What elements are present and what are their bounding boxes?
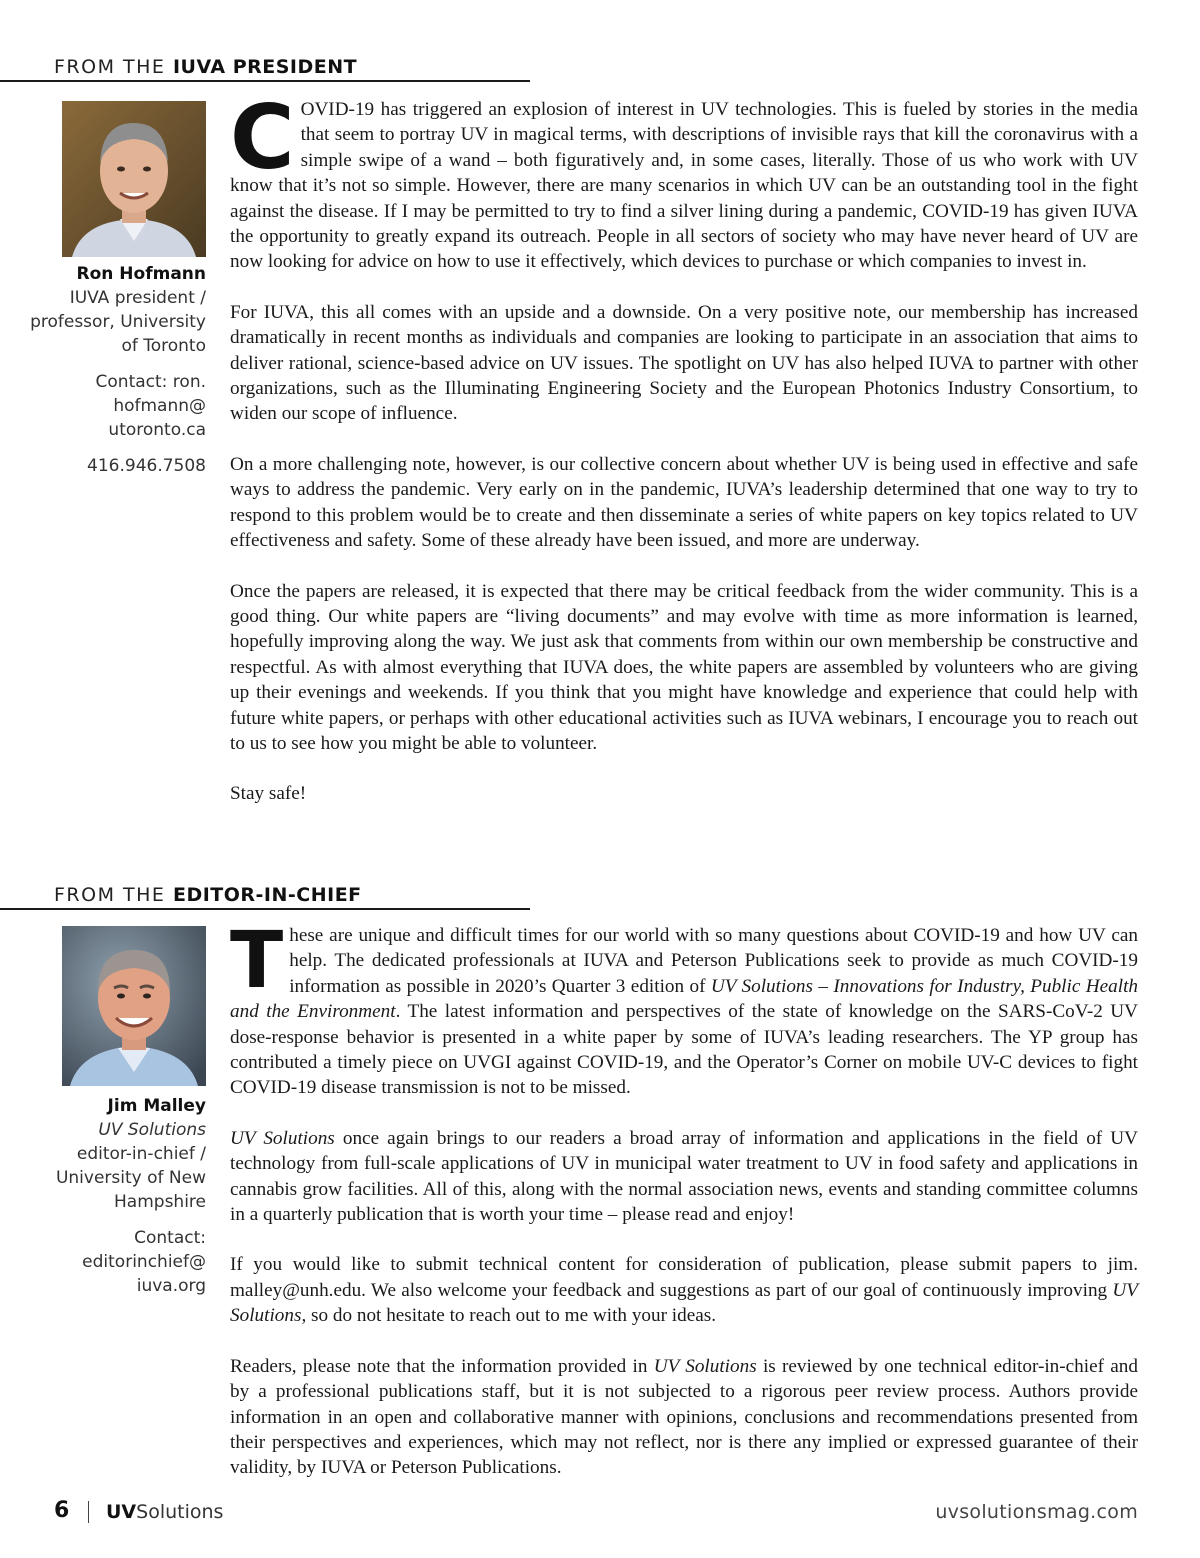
paragraph-text: Readers, please note that the information provided in — [230, 1355, 654, 1377]
closing-line: Stay safe! — [230, 783, 307, 805]
drop-cap: T — [230, 916, 284, 1006]
page-footer — [54, 1498, 1138, 1528]
publication-name: UV Solutions — [98, 1120, 206, 1140]
paragraph: For IUVA, this all comes with an upside and a downside. On a very positive note, our membership has increased dramatically in recent months as individuals and companies are looking to participate in an association that aims to deliver rational, science-based advice on UV issues. The spotlight on UV has also helped IUVA to partner with other organizations, such as the Illuminating Engineering Society and the European Photonics Industry Consortium, to widen our scope of influence. — [230, 301, 1138, 425]
author-role: editor-in-chief / University of New Hampshire — [55, 1144, 206, 1212]
paragraph-text: If you would like to submit technical content for consideration of publication, please submit papers to jim. malley@unh.edu. We also welcome your feedback and suggestions as part of our goal of continuously improving — [230, 1254, 1138, 1301]
header-prefix: FROM THE — [54, 884, 173, 906]
publication-title: UV Solutions — [230, 1127, 335, 1149]
paragraph: On a more challenging note, however, is our collective concern about whether UV is being used in effective and safe ways to address the pandemic. Very early on in the pandemic, IUVA’s leadership determined that one way to try to respond to this problem would be to create and then disseminate a series of white papers on key topics related to UV effectiveness and safety. Some of these already have been issued, and more are underway. — [230, 453, 1138, 552]
publication-title: UV Solutions — [230, 1279, 1138, 1327]
paragraph-text: once again brings to our readers a broad array of information and applications in the field of UV technology from full-scale applications of UV in municipal water treatment to UV in food safety and applications in cannabis grow facilities. All of this, along with the normal association news, events and standing committee columns in a quarterly publication that is worth your time – please read and enjoy! — [230, 1127, 1138, 1226]
footer-divider — [88, 1501, 89, 1523]
paragraph-text: , so do not hesitate to reach out to me with your ideas. — [301, 1305, 717, 1327]
author-contact: Contact: ron. hofmann@ utoronto.ca — [95, 372, 206, 440]
brand-bold: UV — [106, 1501, 137, 1523]
paragraph — [230, 1252, 1138, 1328]
header-title: IUVA PRESIDENT — [172, 56, 358, 78]
author-role: IUVA president / professor, University of Toronto — [30, 288, 206, 356]
paragraph-text: OVID-19 has triggered an explosion of interest in UV technologies. This is fueled by stories in the media that seem to portray UV in magical terms, with descriptions of invisible rays that kill the coronavirus with a simple swipe of a wand – both figuratively and, in some cases, literally. Those of us who work with UV know that it’s not so simple. However, there are many scenarios in which UV can be an outstanding tool in the fight against the disease. If I may be permitted to try to find a silver lining during a pandemic, COVID-19 has given IUVA the opportunity to greatly expand its outreach. People in all sectors of society who may have never heard of UV are now looking for advice on how to use it effectively, which devices to purchase or which companies to invest in. — [230, 99, 1138, 273]
paragraph — [230, 86, 1138, 275]
brand-rest: Solutions — [136, 1501, 224, 1523]
publication-title: UV Solutions – Innovations for Industry, Public Health and the Environment — [230, 975, 1138, 1023]
header-prefix: FROM THE — [54, 56, 173, 78]
drop-cap: C — [230, 86, 295, 189]
section-title — [54, 56, 357, 78]
author-name: Ron Hofmann — [76, 264, 206, 284]
website-url: uvsolutionsmag.com — [935, 1501, 1138, 1523]
section-header-president — [0, 52, 530, 82]
author-contact: Contact: editorinchief@ iuva.org — [82, 1228, 206, 1296]
header-title: EDITOR-IN-CHIEF — [172, 884, 362, 906]
article-president — [230, 86, 1138, 832]
author-photo-ron-hofmann — [62, 101, 206, 257]
author-photo-jim-malley — [62, 926, 206, 1086]
magazine-brand — [106, 1501, 223, 1523]
paragraph: Once the papers are released, it is expected that there may be critical feedback from the wider community. This is a good thing. Our white papers are “living documents” and may evolve with time as more information is learned, hopefully improving along the way. We just ask that comments from within our own membership be constructive and respectful. As with almost everything that IUVA does, the white papers are assembled by volunteers who are giving up their evenings and weekends. If you think that you might have knowledge and experience that could help with future white papers, or perhaps with other educational activities such as IUVA webinars, I encourage you to reach out to us to see how you might be able to volunteer. — [230, 580, 1138, 754]
paragraph-text: is reviewed by one technical editor-in-chief and by a professional publications staff, but it is not subjected to a rigorous peer review process. Authors provide information in an open and collaborative manner with opinions, conclusions and recommendations presented from their perspectives and experiences, which may not reflect, nor is there any implied or expressed guarantee of their validity, by IUVA or Peterson Publications. — [230, 1355, 1138, 1479]
author-publication — [30, 1118, 206, 1142]
paragraph — [230, 916, 1139, 1101]
article-editor — [230, 916, 1139, 1506]
section-title — [54, 884, 362, 906]
author-sidebar-jim-malley — [30, 1094, 206, 1298]
page-number: 6 — [54, 1498, 70, 1523]
paragraph — [230, 1126, 1138, 1228]
author-phone: 416.946.7508 — [87, 456, 206, 476]
publication-title: UV Solutions — [653, 1355, 757, 1377]
paragraph — [230, 1354, 1138, 1481]
author-name: Jim Malley — [107, 1096, 206, 1116]
paragraph-text: . The latest information and perspectives of the state of knowledge on the SARS-CoV-2 UV dose-response behavior is presented in a white paper by some of IUVA’s leading researchers. The YP group has contributed a timely piece on UVGI against COVID-19, and the Operator’s Corner on mobile UV-C devices to fight COVID-19 disease transmission is not to be missed. — [230, 1001, 1139, 1099]
paragraph-text: hese are unique and difficult times for our world with so many questions about COVID-19 and how UV can help. The dedicated professionals at IUVA and Peterson Publications seek to provide as much COVID-19 information as possible in 2020’s Quarter 3 edition of — [289, 925, 1138, 997]
author-sidebar-ron-hofmann — [30, 262, 206, 478]
section-header-editor — [0, 880, 530, 910]
